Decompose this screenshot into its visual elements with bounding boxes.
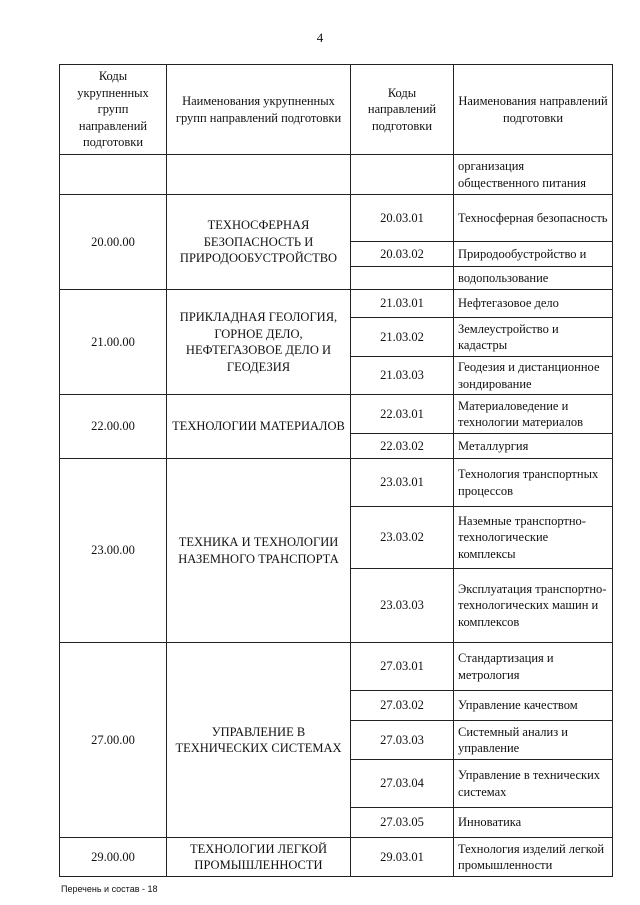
table-header-row [60,65,613,155]
group-name-cell: ТЕХНОЛОГИИ ЛЕГКОЙ ПРОМЫШЛЕННОСТИ [167,838,351,877]
direction-code-cell: 22.03.02 [351,434,454,459]
group-code-cell: 20.00.00 [60,195,167,290]
direction-code-cell: 23.03.02 [351,507,454,569]
direction-name-cell: Материаловедение и технологии материалов [454,395,613,434]
direction-name-cell: Стандартизация и метрология [454,643,613,691]
header-group-name: Наименования укрупненных групп направлений подготовки [167,65,351,155]
direction-code-cell: 21.03.02 [351,318,454,357]
page-number: 4 [316,30,324,45]
direction-name-cell: Землеустройство и кадастры [454,318,613,357]
direction-code-cell: 27.03.01 [351,643,454,691]
direction-code-cell: 20.03.02 [351,242,454,267]
table-cell [167,155,351,195]
direction-code-cell: 29.03.01 [351,838,454,877]
group-code-cell: 23.00.00 [60,459,167,643]
header-direction-code: Коды направлений подготовки [351,65,454,155]
direction-code-cell: 21.03.01 [351,290,454,318]
directions-table [59,64,613,877]
direction-name-cell: Системный анализ и управление [454,721,613,760]
direction-name-cell: Управление в технических системах [454,760,613,808]
direction-name-cell: Технология транспортных процессов [454,459,613,507]
table-row [60,290,613,318]
group-code-cell: 21.00.00 [60,290,167,395]
direction-code-cell: 27.03.04 [351,760,454,808]
group-name-cell: ПРИКЛАДНАЯ ГЕОЛОГИЯ, ГОРНОЕ ДЕЛО, НЕФТЕГАЗОВОЕ ДЕЛО И ГЕОДЕЗИЯ [167,290,351,395]
table-row [60,643,613,691]
table-row [60,395,613,434]
header-direction-name: Наименования направлений подготовки [454,65,613,155]
direction-name-cell: Технология изделий легкой промышленности [454,838,613,877]
group-code-cell: 27.00.00 [60,643,167,838]
group-name-cell: ТЕХНОСФЕРНАЯ БЕЗОПАСНОСТЬ И ПРИРОДООБУСТРОЙСТВО [167,195,351,290]
table-row [60,459,613,507]
direction-name-cell: водопользование [454,267,613,290]
direction-name-cell: Эксплуатация транспортно-технологических машин и комплексов [454,569,613,643]
table-cell [60,155,167,195]
direction-code-cell: 20.03.01 [351,195,454,242]
direction-code-cell: 23.03.03 [351,569,454,643]
direction-name-cell: Техносферная безопасность [454,195,613,242]
group-code-cell: 22.00.00 [60,395,167,459]
direction-name-cell: Управление качеством [454,691,613,721]
direction-name-cell: Природообустройство и [454,242,613,267]
direction-code-cell: 27.03.03 [351,721,454,760]
direction-code-cell: 23.03.01 [351,459,454,507]
direction-code-cell [351,267,454,290]
table-row [60,838,613,877]
direction-code-cell: 27.03.02 [351,691,454,721]
table-row [60,155,613,195]
direction-name-cell: Инноватика [454,808,613,838]
direction-code-cell: 22.03.01 [351,395,454,434]
direction-name-cell: Наземные транспортно-технологические комплексы [454,507,613,569]
direction-name-cell: Металлургия [454,434,613,459]
direction-name-cell: организация общественного питания [454,155,613,195]
table-row [60,195,613,242]
group-name-cell: ТЕХНОЛОГИИ МАТЕРИАЛОВ [167,395,351,459]
direction-code-cell: 21.03.03 [351,357,454,395]
group-code-cell: 29.00.00 [60,838,167,877]
table-cell [351,155,454,195]
direction-name-cell: Геодезия и дистанционное зондирование [454,357,613,395]
footer-note: Перечень и состав - 18 [61,884,158,894]
group-name-cell: УПРАВЛЕНИЕ В ТЕХНИЧЕСКИХ СИСТЕМАХ [167,643,351,838]
header-group-code: Коды укрупненных групп направлений подготовки [60,65,167,155]
direction-code-cell: 27.03.05 [351,808,454,838]
direction-name-cell: Нефтегазовое дело [454,290,613,318]
group-name-cell: ТЕХНИКА И ТЕХНОЛОГИИ НАЗЕМНОГО ТРАНСПОРТА [167,459,351,643]
